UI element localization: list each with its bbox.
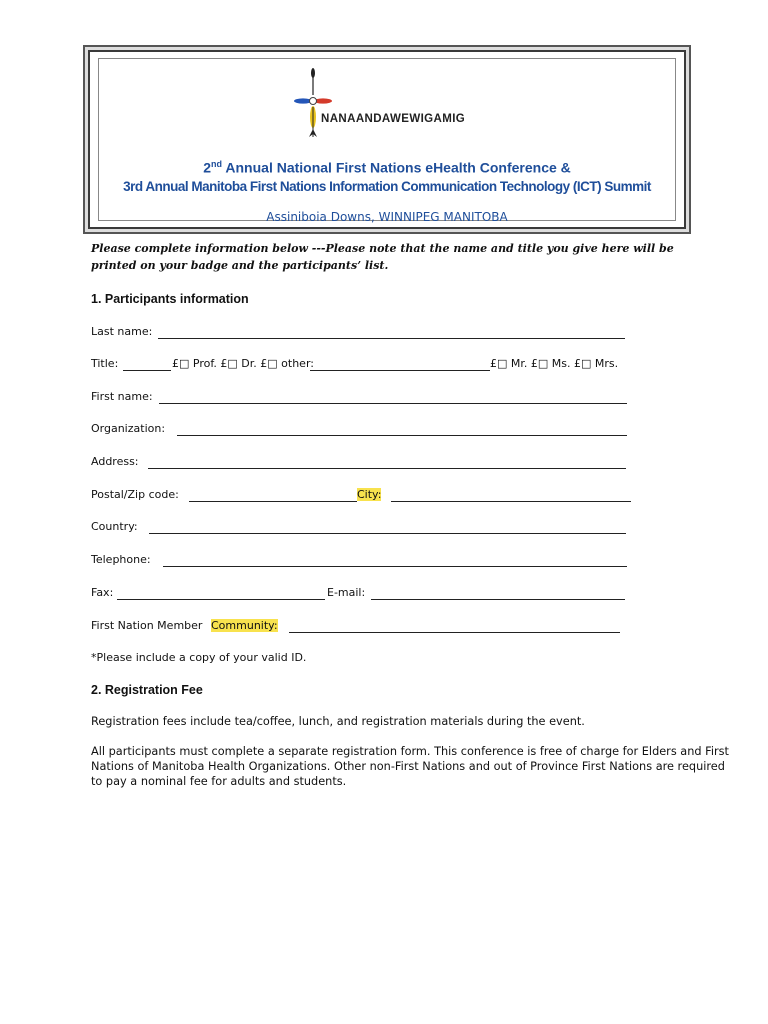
- community-row: [91, 619, 631, 635]
- instructions-text: Please complete information below ---Please note that the name and title you give here will be printed on your badge and the participants’ list.: [91, 242, 674, 272]
- address-label: Address:: [91, 455, 139, 468]
- community-field[interactable]: [289, 632, 620, 633]
- title-label: Title:: [91, 357, 119, 370]
- postal-city-row: [91, 488, 636, 504]
- last-name-row: [91, 325, 631, 341]
- title-field[interactable]: [123, 370, 171, 371]
- country-field[interactable]: [149, 533, 626, 534]
- fax-field[interactable]: [117, 599, 325, 600]
- telephone-row: [91, 553, 631, 569]
- title-row: [91, 357, 631, 373]
- address-field[interactable]: [148, 468, 626, 469]
- title-options-1[interactable]: £□ Prof. £□ Dr. £□ other:: [172, 357, 314, 370]
- first-name-field[interactable]: [159, 403, 627, 404]
- city-field[interactable]: [391, 501, 631, 502]
- fax-label: Fax:: [91, 586, 114, 599]
- address-row: [91, 455, 631, 471]
- medicine-wheel-feather-logo: [293, 67, 333, 139]
- logo-wordmark: NANAANDAWEWIGAMIG: [321, 113, 466, 125]
- title-options-2[interactable]: £□ Mr. £□ Ms. £□ Mrs.: [490, 357, 619, 370]
- email-label: E-mail:: [327, 586, 366, 599]
- country-row: [91, 520, 631, 536]
- section-registration-fee-heading: 2. Registration Fee: [91, 683, 203, 697]
- postal-field[interactable]: [189, 501, 357, 502]
- conference-header: [88, 50, 686, 229]
- community-label: Community:: [211, 619, 278, 632]
- id-note-row: [91, 651, 631, 667]
- registration-fee-paragraph-1: Registration fees include tea/coffee, lunch, and registration materials during the event.: [91, 715, 585, 728]
- conference-title-line2: 3rd Annual Manitoba First Nations Information Communication Technology (ICT) Summit: [123, 179, 651, 194]
- city-label: City:: [357, 488, 382, 501]
- last-name-field[interactable]: [158, 338, 625, 339]
- country-label: Country:: [91, 520, 138, 533]
- organization-field[interactable]: [177, 435, 627, 436]
- first-name-label: First name:: [91, 390, 153, 403]
- last-name-label: Last name:: [91, 325, 153, 338]
- first-name-row: [91, 390, 631, 406]
- telephone-label: Telephone:: [91, 553, 151, 566]
- email-field[interactable]: [371, 599, 625, 600]
- registration-fee-paragraph-2: All participants must complete a separate registration form. This conference is free of charge for Elders and First Nations of Manitoba Health Organizations. Other non-First Nations and out of Province First Nations are required to pay a nominal fee for adults and students.: [91, 745, 729, 788]
- organization-label: Organization:: [91, 422, 166, 435]
- organization-row: [91, 422, 631, 438]
- section-participants-heading: 1. Participants information: [91, 292, 249, 306]
- first-nation-member-label: First Nation Member: [91, 619, 203, 632]
- postal-label: Postal/Zip code:: [91, 488, 179, 501]
- title-other-field[interactable]: [310, 370, 490, 371]
- telephone-field[interactable]: [163, 566, 627, 567]
- header-inner-frame: [98, 58, 676, 224]
- id-note: *Please include a copy of your valid ID.: [91, 651, 307, 664]
- fax-email-row: [91, 586, 631, 602]
- venue-text: Assiniboia Downs, WINNIPEG MANITOBA: [266, 210, 508, 224]
- conference-title-line1: 2nd Annual National First Nations eHealth Conference &: [203, 159, 571, 176]
